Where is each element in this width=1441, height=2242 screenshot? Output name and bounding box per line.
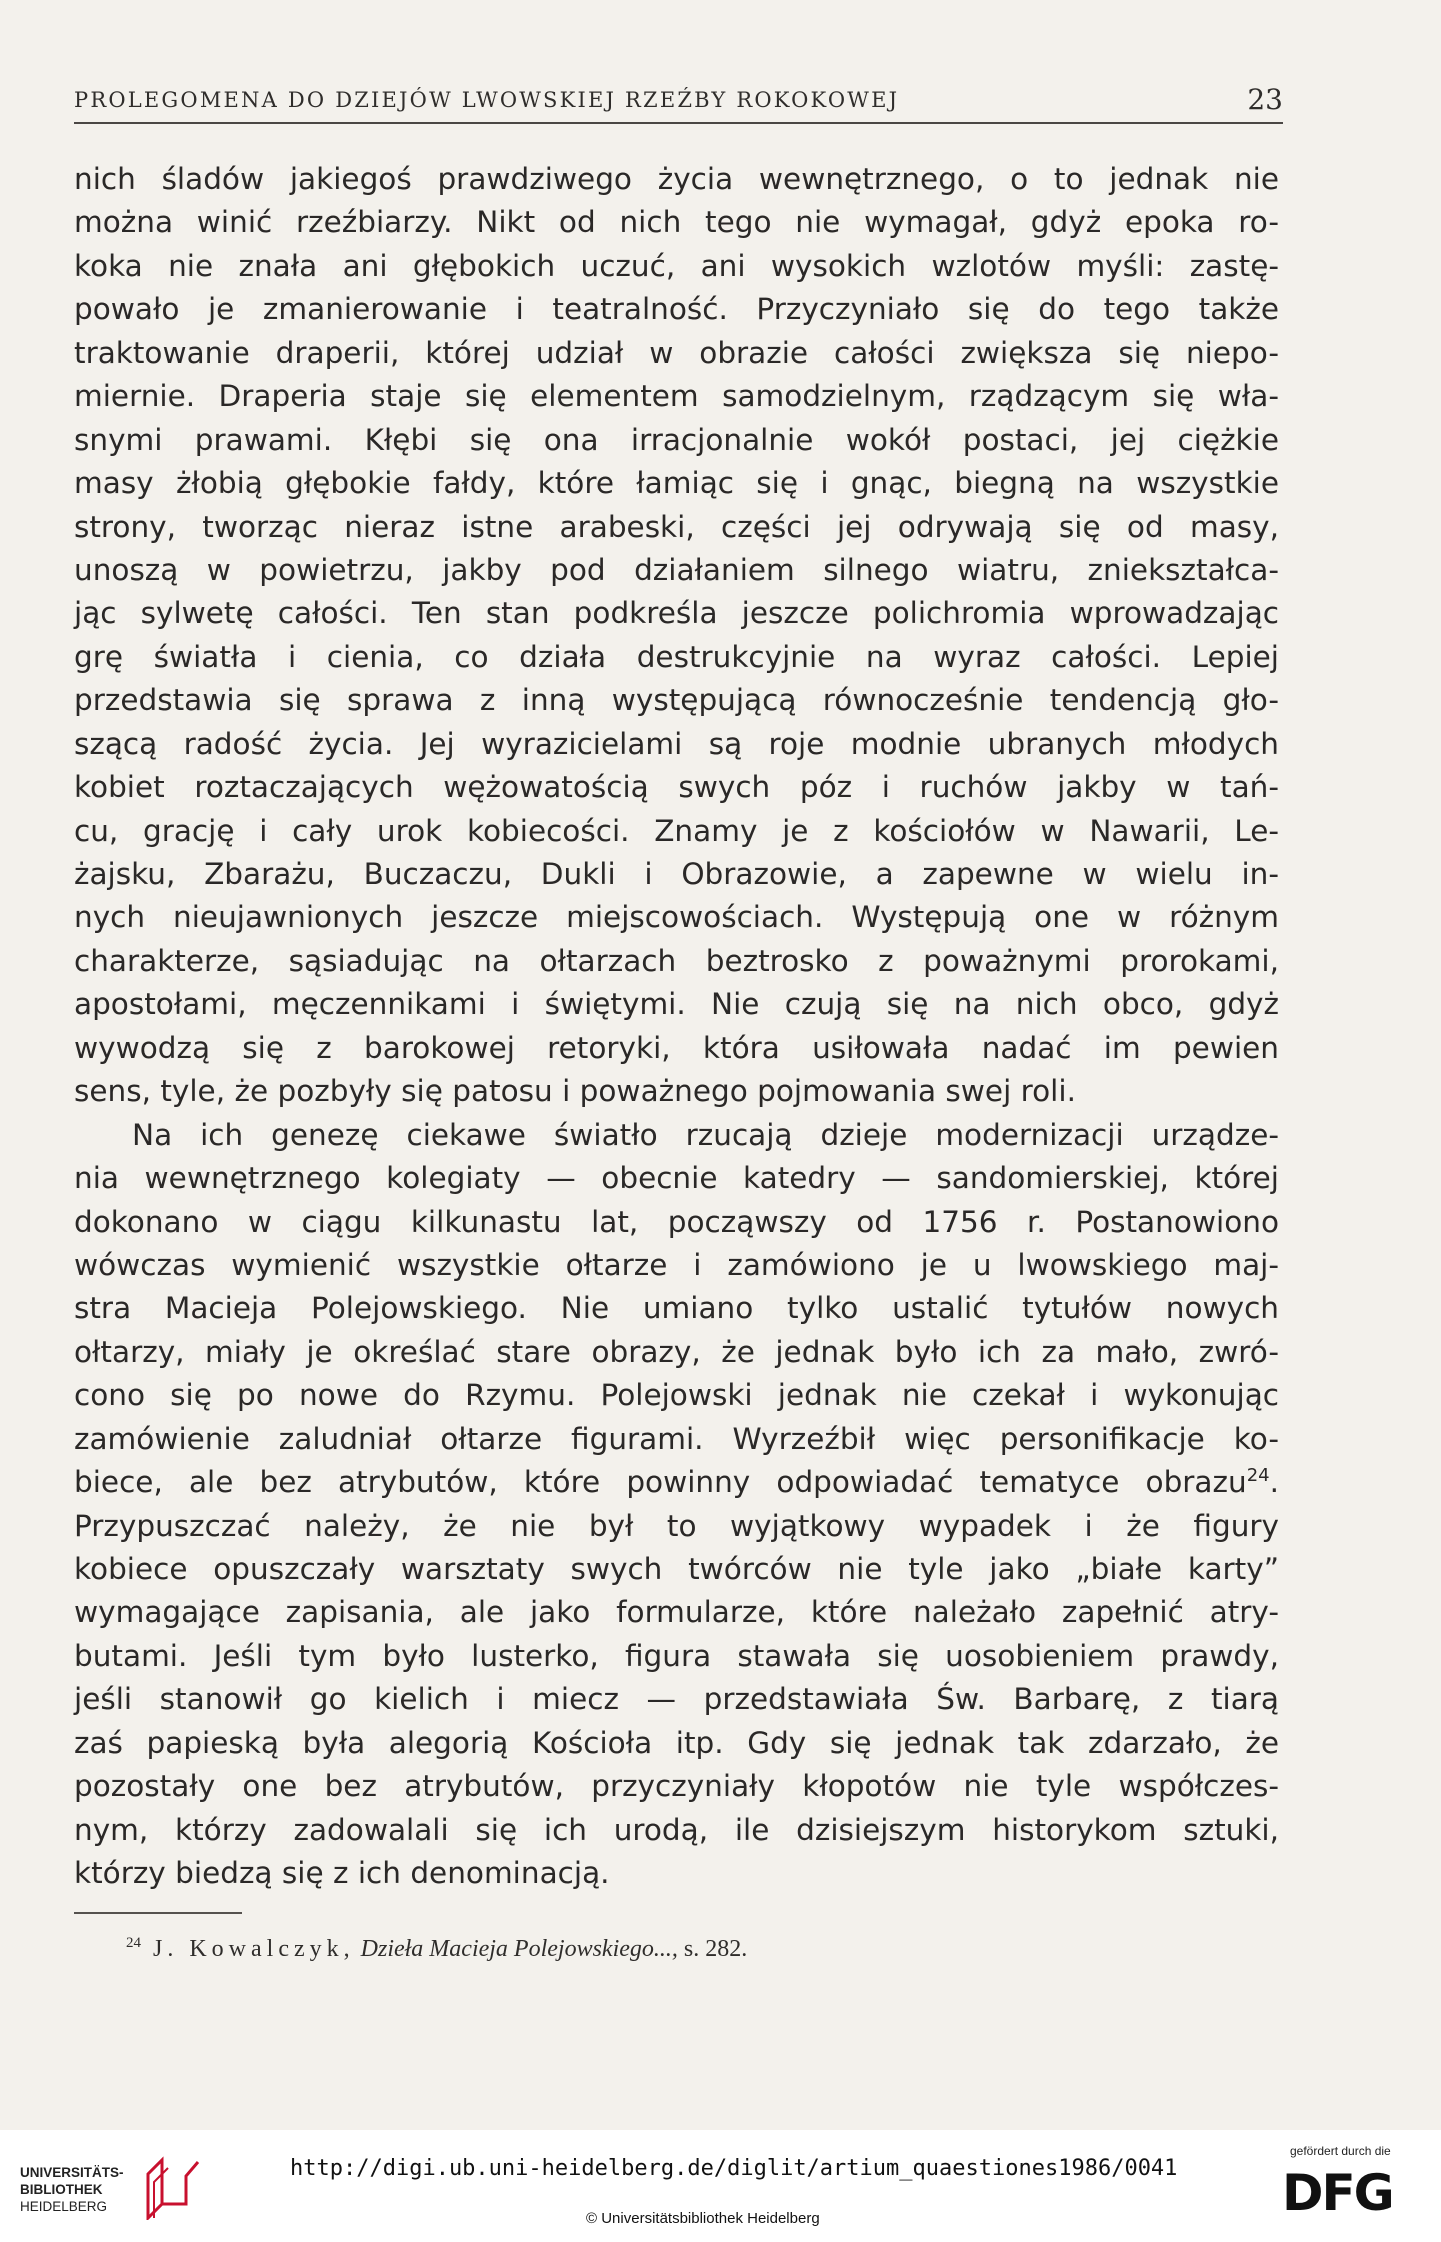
text-line-content: można winić rzeźbiarzy. Nikt od nich tego nie wymagał, gdyż epoka ro-	[74, 205, 1279, 240]
text-line	[74, 462, 1279, 505]
text-line-content: jąc sylwetę całości. Ten stan podkreśla jeszcze polichromia wprowadzając	[74, 596, 1279, 631]
text-line	[74, 1331, 1279, 1374]
text-line-content: jeśli stanowił go kielich i miecz — przedstawiała Św. Barbarę, z tiarą	[74, 1682, 1279, 1717]
text-line-content: wówczas wymienić wszystkie ołtarze i zamówiono je u lwowskiego maj-	[74, 1247, 1279, 1282]
text-line-content: nia wewnętrznego kolegiaty — obecnie katedry — sandomierskiej, której	[74, 1161, 1279, 1196]
library-logo-icon	[142, 2156, 202, 2220]
text-line-content: sens, tyle, że pozbyły się patosu i poważnego pojmowania swej roli.	[74, 1074, 1076, 1109]
text-line	[74, 810, 1279, 853]
text-line-content: nich śladów jakiegoś prawdziwego życia wewnętrznego, o to jednak nie	[74, 162, 1279, 196]
text-line	[74, 1374, 1279, 1417]
text-line	[74, 1070, 1279, 1113]
text-line-content: Przypuszczać należy, że nie był to wyjątkowy wypadek i że figury	[74, 1508, 1279, 1543]
text-line-content: wymagające zapisania, ale jako formularze, które należało zapełnić atry-	[74, 1595, 1279, 1630]
text-line	[74, 1287, 1279, 1330]
page-header	[74, 72, 1283, 124]
text-line	[74, 158, 1279, 201]
text-line-content: apostołami, męczennikami i świętymi. Nie czują się na nich obco, gdyż	[74, 987, 1279, 1022]
text-line	[74, 1548, 1279, 1591]
permalink-url[interactable]: http://digi.ub.uni-heidelberg.de/diglit/artium_quaestiones1986/0041	[290, 2156, 1178, 2181]
text-line-content: przedstawia się sprawa z inną występującą równocześnie tendencją gło-	[74, 683, 1279, 718]
text-line	[74, 245, 1279, 288]
viewer-footer	[0, 2130, 1441, 2242]
text-line-content: szącą radość życia. Jej wyrazicielami są roje modnie ubranych młodych	[74, 726, 1279, 761]
text-line-content: kobiece opuszczały warsztaty swych twórców nie tyle jako „białe karty”	[74, 1552, 1279, 1586]
text-line	[74, 1505, 1279, 1548]
text-line	[74, 679, 1279, 722]
library-name-line3: HEIDELBERG	[20, 2199, 108, 2214]
library-name-line1: UNIVERSITÄTS-	[20, 2165, 124, 2180]
text-line-content: dokonano w ciągu kilkunastu lat, począwszy od 1756 r. Postanowiono	[74, 1204, 1279, 1239]
text-line	[74, 1157, 1279, 1200]
text-line	[74, 636, 1279, 679]
library-logo-text	[20, 2164, 124, 2215]
text-line	[74, 1765, 1279, 1808]
text-line: biece, ale bez atrybutów, które powinny odpowiadać tematyce obrazu$^{24}$.	[74, 1465, 1279, 1500]
footnote	[126, 1936, 747, 1963]
text-line-content: kobiet roztaczających wężowatością swych póz i ruchów jakby w tań-	[74, 770, 1279, 805]
text-line	[74, 1027, 1279, 1070]
text-line	[74, 201, 1279, 244]
text-line-content: cono się po nowe do Rzymu. Polejowski jednak nie czekał i wykonując	[74, 1378, 1279, 1413]
text-line	[74, 592, 1279, 635]
text-line	[74, 853, 1279, 896]
text-line-content: ołtarzy, miały je określać stare obrazy, że jednak było ich za mało, zwró-	[74, 1334, 1279, 1369]
text-line	[74, 723, 1279, 766]
text-line	[74, 1418, 1279, 1461]
text-line-content: butami. Jeśli tym było lusterko, figura stawała się uosobieniem prawdy,	[74, 1638, 1279, 1673]
text-line-content: pozostały one bez atrybutów, przyczyniały kłopotów nie tyle współczes-	[74, 1769, 1279, 1804]
text-line-content: zamówienie zaludniał ołtarze figurami. Wyrzeźbił więc personifikacje ko-	[74, 1421, 1279, 1456]
footnote-author: J. Kowalczyk,	[153, 1936, 355, 1962]
footnote-divider	[74, 1912, 242, 1914]
text-line-content: koka nie znała ani głębokich uczuć, ani wysokich wzlotów myśli: zastę-	[74, 248, 1279, 283]
text-line-content: charakterze, sąsiadując na ołtarzach beztrosko z poważnymi prorokami,	[74, 943, 1279, 978]
text-line-content: strony, tworząc nieraz istne arabeski, części jej odrywają się od masy,	[74, 509, 1279, 544]
text-line-content: którzy biedzą się z ich denominacją.	[74, 1856, 610, 1891]
text-line-content: unoszą w powietrzu, jakby pod działaniem silnego wiatru, zniekształca-	[74, 552, 1279, 587]
text-line	[74, 1809, 1279, 1852]
text-line	[74, 1722, 1279, 1765]
text-line-content: nych nieujawnionych jeszcze miejscowościach. Występują one w różnym	[74, 900, 1279, 935]
text-line-content: cu, grację i cały urok kobiecości. Znamy je z kościołów w Nawarii, Le-	[74, 813, 1279, 848]
library-name-line2: BIBLIOTHEK	[20, 2182, 103, 2197]
text-line	[74, 983, 1279, 1026]
text-line-content: biece, ale bez atrybutów, które powinny odpowiadać tematyce obrazu	[74, 1465, 1247, 1500]
text-line	[74, 896, 1279, 939]
text-line-content: Na ich genezę ciekawe światło rzucają dzieje modernizacji urządze-	[132, 1117, 1279, 1152]
body-text	[74, 158, 1279, 1896]
footnote-number: 24	[126, 1935, 141, 1951]
running-title: PROLEGOMENA DO DZIEJÓW LWOWSKIEJ RZEŹBY ROKOKOWEJ	[74, 88, 900, 112]
text-line-content: miernie. Draperia staje się elementem samodzielnym, rządzącym się wła-	[74, 379, 1279, 414]
footnote-page: s. 282.	[683, 1936, 748, 1962]
text-line-content: żajsku, Zbarażu, Buczaczu, Dukli i Obrazowie, a zapewne w wielu in-	[74, 857, 1279, 891]
text-line-content: stra Macieja Polejowskiego. Nie umiano tylko ustalić tytułów nowych	[74, 1291, 1279, 1326]
text-line-content: wywodzą się z barokowej retoryki, która usiłowała nadać im pewien	[74, 1030, 1279, 1065]
text-line-content: nym, którzy zadowalali się ich urodą, ile dzisiejszym historykom sztuki,	[74, 1812, 1279, 1847]
text-line-content: powało je zmanierowanie i teatralność. Przyczyniało się do tego także	[74, 292, 1279, 327]
text-line	[74, 288, 1279, 331]
text-line-content: grę światła i cienia, co działa destrukcyjnie na wyraz całości. Lepiej	[74, 639, 1279, 674]
text-line	[74, 1244, 1279, 1287]
text-line	[74, 419, 1279, 462]
text-line	[74, 1591, 1279, 1634]
text-line	[74, 375, 1279, 418]
text-line-content: masy żłobią głębokie fałdy, które łamiąc się i gnąc, biegną na wszystkie	[74, 466, 1279, 501]
text-line	[74, 1852, 1279, 1895]
text-line	[74, 940, 1279, 983]
dfg-caption: gefördert durch die	[1290, 2144, 1391, 2158]
footnote-reference: 24	[1246, 1465, 1270, 1487]
text-line-content: zaś papieską była alegorią Kościoła itp. Gdy się jednak tak zdarzało, że	[74, 1725, 1279, 1760]
text-line	[74, 1678, 1279, 1721]
footnote-title: Dzieła Macieja Polejowskiego...,	[360, 1936, 678, 1962]
text-line	[74, 1114, 1279, 1157]
text-line	[74, 549, 1279, 592]
text-line	[74, 766, 1279, 809]
dfg-logo: DFG	[1282, 2164, 1393, 2222]
text-line	[74, 332, 1279, 375]
text-line	[74, 1635, 1279, 1678]
copyright-notice: © Universitätsbibliothek Heidelberg	[586, 2210, 820, 2227]
text-line	[74, 1201, 1279, 1244]
text-line	[74, 506, 1279, 549]
text-line-content: traktowanie draperii, której udział w obrazie całości zwiększa się niepo-	[74, 335, 1279, 370]
text-line-content: snymi prawami. Kłębi się ona irracjonalnie wokół postaci, jej ciężkie	[74, 422, 1279, 457]
page-number: 23	[1247, 83, 1283, 116]
